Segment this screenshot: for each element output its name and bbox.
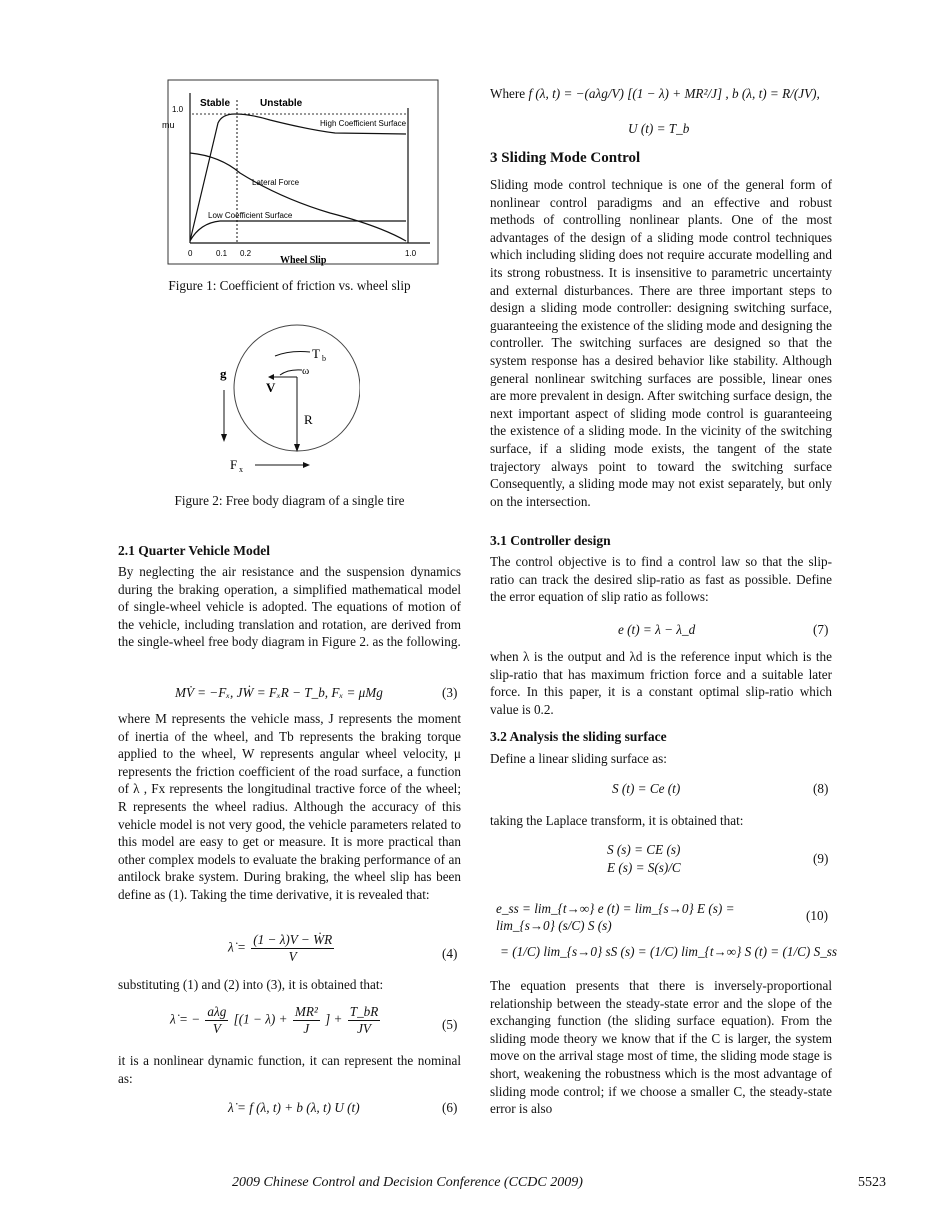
paragraph-substituting: substituting (1) and (2) into (3), it is obtained that: <box>118 977 384 992</box>
label-low-coefficient: Low Coefficient Surface <box>208 211 293 220</box>
label-fx-sub: x <box>239 465 243 474</box>
equation-4 <box>228 932 336 965</box>
label-tb: T <box>312 346 320 361</box>
fx-arrowhead <box>303 462 310 468</box>
control-input-equation: U (t) = T_b <box>628 121 690 136</box>
y-tick-1: 1.0 <box>172 105 184 114</box>
equation-6: λ̇ = f (λ, t) + b (λ, t) U (t) <box>228 1100 360 1115</box>
paragraph-laplace: taking the Laplace transform, it is obtained that: <box>490 813 744 828</box>
equation-3: MV̇ = −Fₓ, JẆ = FₓR − T_b, Fₓ = μMg <box>175 685 383 700</box>
figure-2-caption: Figure 2: Free body diagram of a single tire <box>174 493 405 508</box>
eq5-frac2-den: J <box>303 1021 310 1036</box>
equation-4-denominator: V <box>288 949 297 964</box>
eq5-mid: [(1 − λ) + <box>233 1011 288 1027</box>
section-3-1-heading: 3.1 Controller design <box>490 533 611 548</box>
eq5-frac1-num: aλg <box>207 1004 227 1019</box>
label-v: V <box>266 380 276 395</box>
paragraph-reference-input: when λ is the output and λd is the reference input which is the slip-ratio that has maximum friction force and a suitable later force. In this paper, it is a constant optimal slip-ratio which value is 0.2. <box>490 649 832 717</box>
equation-10b: = (1/C) lim_{s→0} sS (s) = (1/C) lim_{t→∞} S (t) = (1/C) S_ss <box>500 944 838 959</box>
eq5-frac3-num: T_bR <box>349 1004 379 1019</box>
paragraph-control-objective: The control objective is to find a control law so that the slip-ratio can track the desired slip-ratio as fast as possible. Define the error equation of slip ratio as follows: <box>490 554 832 605</box>
equation-4-number: (4) <box>442 946 458 961</box>
eq5-frac2-num: MR² <box>294 1004 318 1019</box>
equation-7-number: (7) <box>813 622 829 637</box>
equation-4-lhs: λ̇ = <box>228 939 246 955</box>
equation-9-number: (9) <box>813 851 829 866</box>
low-coefficient-curve <box>190 221 406 241</box>
section-3-heading: 3 Sliding Mode Control <box>490 150 641 166</box>
x-tick-0-1: 0.1 <box>216 249 228 258</box>
equation-5-lhs: λ̇ = − <box>170 1011 201 1027</box>
tb-arrow <box>275 352 310 357</box>
label-tb-sub: b <box>322 354 326 363</box>
equation-3-number: (3) <box>442 685 458 700</box>
equation-9a: S (s) = CE (s) <box>607 842 681 857</box>
section-2-1-heading: 2.1 Quarter Vehicle Model <box>118 543 270 558</box>
equation-10-number: (10) <box>806 908 828 923</box>
figure-2-free-body-diagram <box>210 320 360 480</box>
omega-arrow <box>280 370 302 375</box>
equation-5-number: (5) <box>442 1017 458 1032</box>
figure-1-caption: Figure 1: Coefficient of friction vs. wheel slip <box>168 278 411 293</box>
where-equation: f (λ, t) = −(aλg/V) [(1 − λ) + MR²/J] , b (λ, t) = R/(JV), <box>528 86 820 101</box>
eq5-end: ] + <box>325 1011 343 1027</box>
eq5-frac3-den: JV <box>357 1021 371 1036</box>
page-number: 5523 <box>858 1175 886 1190</box>
label-omega: ω <box>302 365 310 377</box>
label-lateral-force: Lateral Force <box>252 178 300 187</box>
gravity-arrowhead <box>221 434 227 442</box>
equation-10a: e_ss = lim_{t→∞} e (t) = lim_{s→0} E (s) = lim_{s→0} (s/C) S (s) <box>496 901 735 933</box>
lateral-force-curve <box>190 153 406 241</box>
x-tick-0-2: 0.2 <box>240 249 252 258</box>
equation-7: e (t) = λ − λ_d <box>618 622 696 637</box>
paragraph-variables: where M represents the vehicle mass, J represents the moment of inertia of the wheel, and Tb represents the braking torque applied to the wheel, W represents angular wheel velocity, μ represents the friction coefficient of the road surface, a function of λ , Fx represents the longitudinal tractive force of the wheel; R represents the wheel radius. Although the accuracy of this vehicle model is not very good, the vehicle parameters related to this model are easy to get or measure. It is more practical than other complex models to evaluate the braking performance of an antilock brake system. During braking, the wheel slip has been define as (1). Taking the time derivative, it is revealed that: <box>118 711 461 902</box>
paragraph-define-surface: Define a linear sliding surface as: <box>490 751 667 766</box>
section-3-2-heading: 3.2 Analysis the sliding surface <box>490 729 667 744</box>
y-axis-label: mu <box>162 120 175 130</box>
equation-8: S (t) = Ce (t) <box>612 781 681 796</box>
label-g: g <box>220 366 227 381</box>
x-tick-1-0: 1.0 <box>405 249 417 258</box>
label-r: R <box>304 412 313 427</box>
region-unstable: Unstable <box>260 98 303 109</box>
label-high-coefficient: High Coefficient Surface <box>320 119 407 128</box>
equation-9b: E (s) = S(s)/C <box>607 860 681 875</box>
paragraph-model-intro: By neglecting the air resistance and the suspension dynamics during the braking operation, a simplified mathematical model of single-wheel vehicle is adopted. The equations of motion of the vehicle, including translation and rotation, are derived from the single-wheel free body diagram in Figure 2. as the following. <box>118 564 461 650</box>
equation-5 <box>170 1004 382 1037</box>
label-fx: F <box>230 457 238 472</box>
figure-1-friction-chart <box>160 78 440 268</box>
equation-6-number: (6) <box>442 1100 458 1115</box>
paragraph-smc-intro: Sliding mode control technique is one of the general form of nonlinear control paradigms and an effective and robust methods of controlling nonlinear plants. One of the most advantages of the design of a sliding mode control techniques which including sliding does not require accurate modelling and its strong robustness. It is insensitive to parametric uncertainty and external disturbances. There are three important steps to design a sliding mode controller: designing switching surface, guaranteeing the existence of the sliding mode and designing the controller. The switching surfaces are designed so that the system response has a desired behavior like stability. Although general nonlinear switching surfaces are possible, linear ones are more prevalent in design. After switching surface design, the next important aspect of sliding mode control is guaranteeing the existence of a sliding mode. In the vicinity of the switching surface, if a sliding mode exists, the tangent of the state trajectory always point to toward the switching surface Consequently, a sliding mode may not exist separately, but only on the intersection. <box>490 177 832 509</box>
equation-4-numerator: (1 − λ)V − ẆR <box>253 932 333 947</box>
equation-8-number: (8) <box>813 781 829 796</box>
paragraph-steady-state: The equation presents that there is inversely-proportional relationship between the steady-state error and the slope of the exchanging function (the sliding surface equation). From the sliding mode theory we know that if the C is larger, the system move on the arrival stage most of time, the sliding mode stage is short, weakening the robustness which is the most advantage of sliding mode control; if we choose a smaller C, the steady-state error is also <box>490 978 832 1117</box>
paragraph-nonlinear: it is a nonlinear dynamic function, it can represent the nominal as: <box>118 1053 461 1086</box>
where-definition <box>490 86 820 102</box>
eq5-frac1-den: V <box>212 1021 221 1036</box>
conference-footer: 2009 Chinese Control and Decision Conference (CCDC 2009) <box>232 1175 583 1190</box>
region-stable: Stable <box>200 98 231 109</box>
x-tick-0: 0 <box>188 249 193 258</box>
where-prefix: Where <box>490 86 529 101</box>
x-axis-label: Wheel Slip <box>280 255 327 266</box>
